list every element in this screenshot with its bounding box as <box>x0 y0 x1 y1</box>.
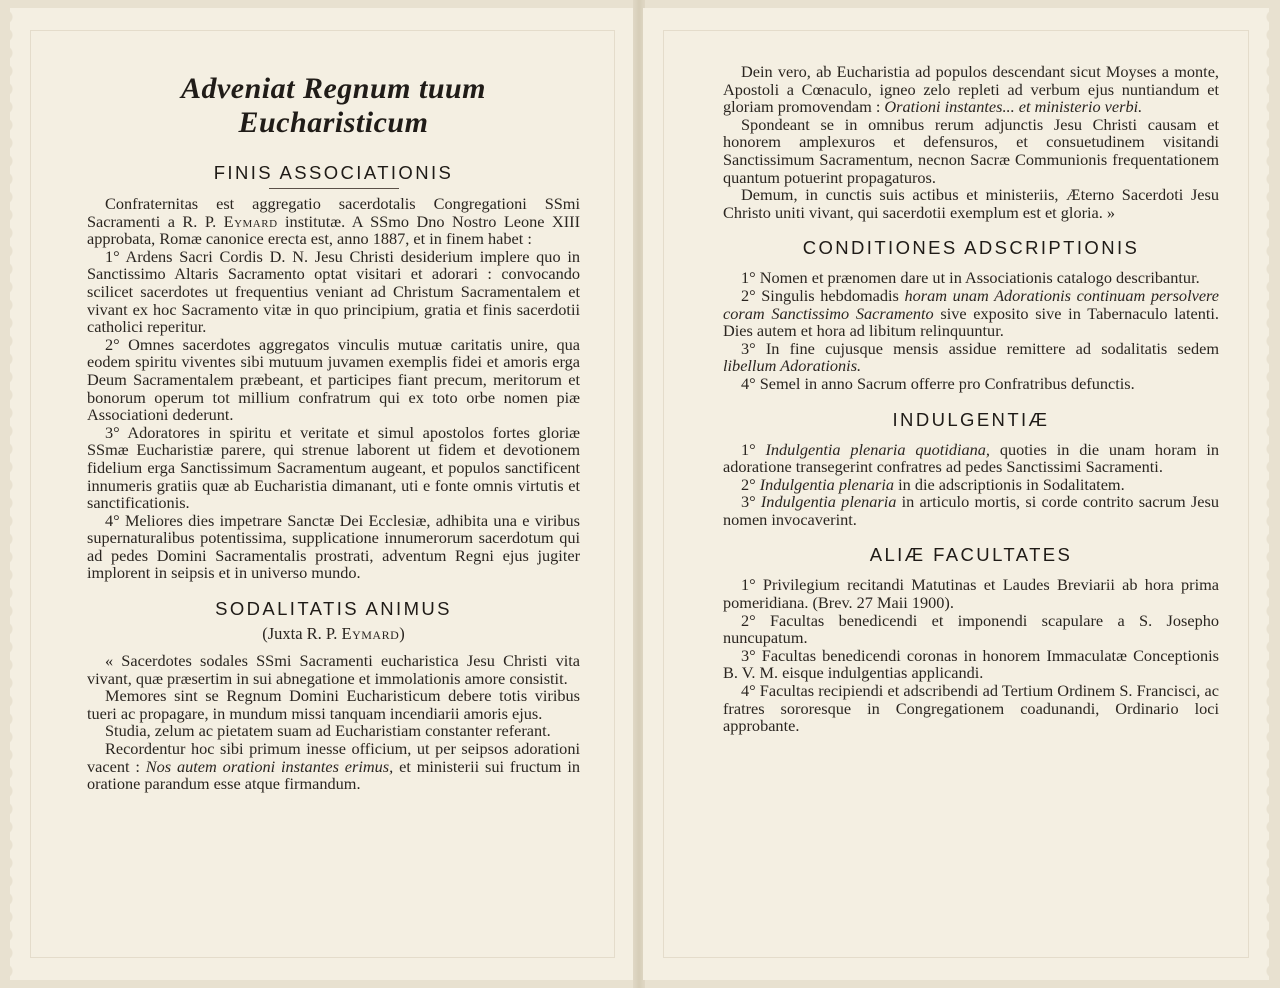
paragraph: 2° Facultas benedicendi et imponendi scapulare a S. Josepho nuncupatum. <box>723 610 1219 648</box>
paragraph: 3° In fine cujusque mensis assidue remittere ad sodalitatis sedem libellum Adorationis. <box>723 338 1219 376</box>
section-heading-indulgentiae: INDULGENTIÆ <box>892 408 1050 430</box>
section-subheading: (Juxta R. P. Eymard) <box>262 624 405 644</box>
section-heading-finis: FINIS ASSOCIATIONIS <box>213 162 454 183</box>
paragraph: 1° Privilegium recitandi Matutinas et Laudes Breviarii ab hora prima pomeridiana. (Brev. 27 Maii 1900). <box>723 575 1219 613</box>
section-heading-animus: SODALITATIS ANIMUS <box>215 598 452 620</box>
paragraph: 1° Ardens Sacri Cordis D. N. Jesu Christi desiderium implere quo in Sanctissimo Altaris Sacramento optat visitari et adorari : convocando scilicet sacerdotes ut frequentius veniant ad Christum Sacramentalem et vivant ex hoc Sacramento vitæ in quo principium, gratia et finis sacerdotii catholici reperitur. <box>87 246 580 337</box>
paragraph: 3° Facultas benedicendi coronas in honorem Immaculatæ Conceptionis B. V. M. eisque indulgentias applicandi. <box>723 645 1219 683</box>
paragraph: Dein vero, ab Eucharistia ad populos descendant sicut Moyses a monte, Apostoli a Cœnaculo, igneo zelo repleti ad verbum ejus nuntiandum et gloriam promovendam : Orationi instantes... et ministerio verbi. <box>723 62 1219 117</box>
paragraph: 4° Semel in anno Sacrum offerre pro Confratribus defunctis. <box>741 373 1135 393</box>
paragraph: 4° Meliores dies impetrare Sanctæ Dei Ecclesiæ, adhibita una e viribus supernaturalibus potentissima, supplicatione innumerorum sacerdotum qui ad pedes Domini Sacramentalis prostrati, adventum Regni ejus jugiter implorent in seipsis et in universo mundo. <box>87 510 580 583</box>
paragraph: 4° Facultas recipiendi et adscribendi ad Tertium Ordinem S. Francisci, ac fratres sororesque in Congregationem coadunandi, Ordinario loci approbante. <box>723 681 1219 736</box>
paragraph: 2° Indulgentia plenaria in die adscriptionis in Sodalitatem. <box>741 474 1125 494</box>
paragraph: 3° Indulgentia plenaria in articulo mortis, si corde contrito sacrum Jesu nomen invocaverint. <box>723 492 1219 529</box>
section-heading-facultates: ALIÆ FACULTATES <box>869 544 1073 566</box>
right-page-content <box>643 8 1269 980</box>
right-page <box>643 8 1269 980</box>
left-page-content <box>10 8 635 980</box>
paragraph: Demum, in cunctis suis actibus et ministeriis, Æterno Sacerdoti Jesu Christo uniti vivant, qui sacerdotii exemplum est et gloria. » <box>723 185 1219 222</box>
page-title: Adveniat Regnum tuum Eucharisticum <box>180 72 487 139</box>
left-page <box>10 8 635 980</box>
paragraph: « Sacerdotes sodales SSmi Sacramenti eucharistica Jesu Christi vita vivant, quæ præsertim in sui abnegatione et immolationis amore consistit. <box>87 651 580 688</box>
paragraph: 1° Indulgentia plenaria quotidiana, quoties in die unam horam in adoratione transegerint confratres ad pedes Sanctissimi Sacramenti. <box>723 439 1220 477</box>
paragraph: 1° Nomen et prænomen dare ut in Associationis catalogo describantur. <box>741 268 1200 288</box>
heading-rule <box>269 188 399 189</box>
paragraph: Confraternitas est aggregatio sacerdotalis Congregationi SSmi Sacramenti a R. P. Eymard institutæ. A SSmo Dno Nostro Leone XIII approbata, Romæ canonice erecta est, anno 1887, et in finem habet : <box>87 194 581 249</box>
paragraph: Spondeant se in omnibus rerum adjunctis Jesu Christi causam et honorem amplexuros et defensuros, et consuetudinem visitandi Sanctissimum Sacramentum, necnon Sacræ Communionis frequentationem quantum potuerint propagaturos. <box>723 114 1219 187</box>
paragraph: Recordentur hoc sibi primum inesse officium, ut per seipsos adorationi vacent : Nos autem orationi instantes erimus, et ministerii sui fructum in oratione parandum esse atque firmandum. <box>87 739 580 794</box>
paragraph: Studia, zelum ac pietatem suam ad Eucharistiam constanter referant. <box>105 721 551 741</box>
paragraph: Memores sint se Regnum Domini Eucharisticum debere totis viribus tueri ac propagare, in mundum missi tanquam incendiarii amoris ejus. <box>87 686 580 723</box>
paragraph: 2° Omnes sacerdotes aggregatos vinculis mutuæ caritatis unire, qua eodem spiritu viventes sibi mutuum juvamen exemplis fidei et amoris erga Deum Sacramentalem præbeant, et participes fiant precum, meritorum et bonorum operum tot millium confratrum qui ex toto orbe nomen piæ Associationi dederunt. <box>87 334 580 425</box>
paragraph: 2° Singulis hebdomadis horam unam Adorationis continuam persolvere coram Sanctissimo Sacramento sive exposito sive in Tabernaculo latenti. Dies autem et hora ad libitum relinquuntur. <box>723 285 1220 341</box>
section-heading-conditiones: CONDITIONES ADSCRIPTIONIS <box>802 237 1140 259</box>
paragraph: 3° Adoratores in spiritu et veritate et simul apostolos fortes gloriæ SSmæ Eucharistiæ parere, qui strenue laborent ut fidem et devotionem fidelium erga Sanctissimum Sacramentum augeant, et populos sanctificent innumeris gratiis quæ ab Eucharistia dimanant, uti e fonte omnis virtutis et sanctificationis. <box>87 422 580 513</box>
